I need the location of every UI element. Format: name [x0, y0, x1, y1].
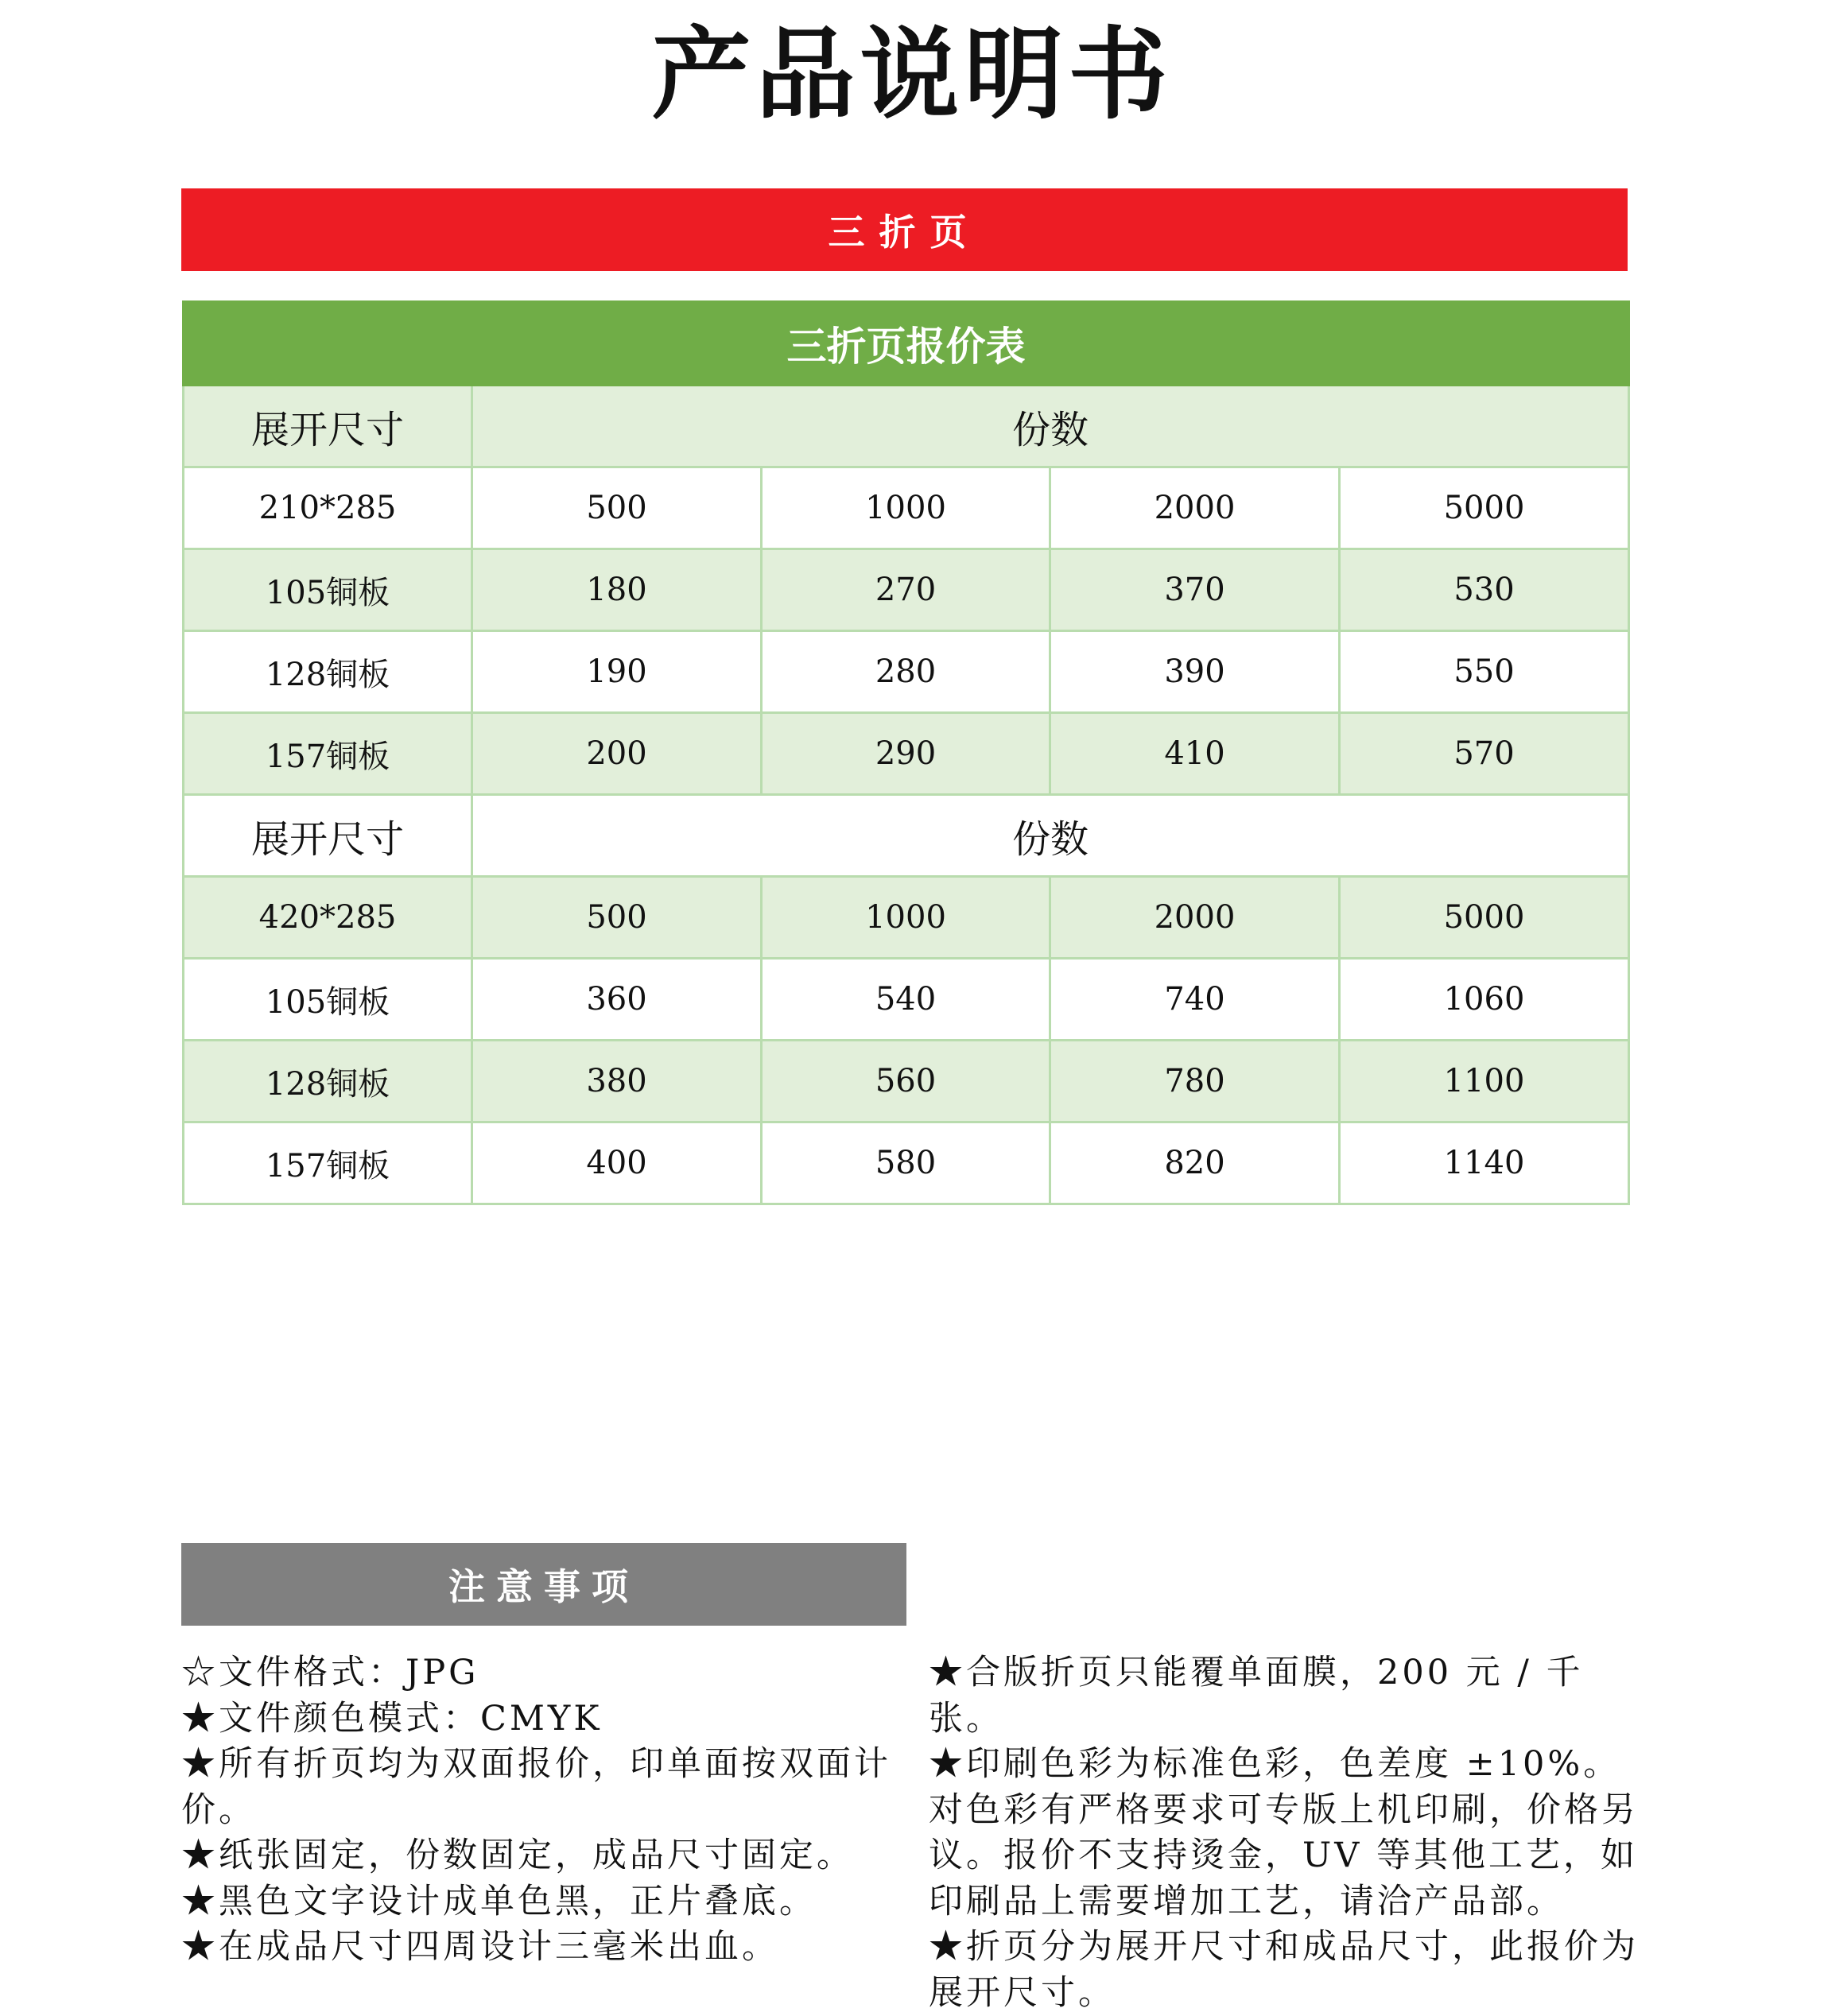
notes-right-column: [929, 1650, 1644, 2016]
table-row: [184, 549, 1629, 631]
qty-cell: 5000: [1340, 467, 1629, 549]
table-row: [184, 1122, 1629, 1204]
price-cell: 1140: [1340, 1122, 1629, 1204]
notes-left-column: [181, 1650, 913, 1971]
qty-cell: 2000: [1050, 877, 1340, 959]
note-item: ★所有折页均为双面报价，印单面按双面计价。: [181, 1744, 891, 1830]
paper-cell: 128铜板: [184, 1041, 472, 1122]
table-row: [184, 631, 1629, 713]
paper-cell: 105铜板: [184, 549, 472, 631]
price-cell: 380: [472, 1041, 762, 1122]
table-header-row: [184, 386, 1629, 467]
qty-cell: 500: [472, 467, 762, 549]
price-cell: 280: [762, 631, 1050, 713]
note-item: ★折页分为展开尺寸和成品尺寸，此报价为展开尺寸。: [929, 1927, 1639, 2013]
table-row: [184, 959, 1629, 1041]
notes-banner: 注意事项: [181, 1543, 906, 1626]
note-item: ★黑色文字设计成单色黑，正片叠底。: [181, 1881, 817, 1921]
price-cell: 740: [1050, 959, 1340, 1041]
price-cell: 390: [1050, 631, 1340, 713]
price-cell: 570: [1340, 713, 1629, 795]
qty-cell: 1000: [762, 877, 1050, 959]
note-item: ☆文件格式：JPG: [181, 1653, 479, 1692]
price-cell: 1060: [1340, 959, 1629, 1041]
size-cell: 210*285: [184, 467, 472, 549]
price-cell: 290: [762, 713, 1050, 795]
note-item: ★纸张固定，份数固定，成品尺寸固定。: [181, 1836, 854, 1875]
section-banner: 三折页: [181, 188, 1628, 271]
price-cell: 530: [1340, 549, 1629, 631]
price-cell: 580: [762, 1122, 1050, 1204]
qty-cell: 500: [472, 877, 762, 959]
price-cell: 270: [762, 549, 1050, 631]
table-row: [184, 713, 1629, 795]
note-item: ★合版折页只能覆单面膜，200 元 / 千张。: [929, 1653, 1584, 1739]
table-row: [184, 1041, 1629, 1122]
header-qty: 份数: [472, 386, 1629, 467]
price-cell: 200: [472, 713, 762, 795]
price-cell: 180: [472, 549, 762, 631]
table-row: [184, 877, 1629, 959]
price-cell: 550: [1340, 631, 1629, 713]
price-cell: 370: [1050, 549, 1340, 631]
qty-cell: 2000: [1050, 467, 1340, 549]
header-size: 展开尺寸: [184, 386, 472, 467]
price-cell: 820: [1050, 1122, 1340, 1204]
price-table: [182, 300, 1630, 1205]
page-title: 产品说明书: [651, 17, 1173, 133]
table-header-row: [184, 795, 1629, 877]
price-cell: 360: [472, 959, 762, 1041]
table-row: [184, 467, 1629, 549]
paper-cell: 157铜板: [184, 1122, 472, 1204]
note-item: ★印刷色彩为标准色彩，色差度 ±10%。对色彩有严格要求可专版上机印刷，价格另议。报价不支持烫金，UV 等其他工艺，如印刷品上需要增加工艺，请洽产品部。: [929, 1744, 1639, 1921]
price-cell: 1100: [1340, 1041, 1629, 1122]
price-cell: 540: [762, 959, 1050, 1041]
price-cell: 190: [472, 631, 762, 713]
price-cell: 410: [1050, 713, 1340, 795]
table-caption: 三折页报价表: [184, 302, 1629, 386]
note-item: ★文件颜色模式：CMYK: [181, 1698, 603, 1739]
note-item: ★在成品尺寸四周设计三毫米出血。: [181, 1927, 779, 1967]
size-cell: 420*285: [184, 877, 472, 959]
qty-cell: 5000: [1340, 877, 1629, 959]
paper-cell: 157铜板: [184, 713, 472, 795]
header-qty: 份数: [472, 795, 1629, 877]
header-size: 展开尺寸: [184, 795, 472, 877]
price-cell: 400: [472, 1122, 762, 1204]
paper-cell: 128铜板: [184, 631, 472, 713]
paper-cell: 105铜板: [184, 959, 472, 1041]
price-cell: 560: [762, 1041, 1050, 1122]
qty-cell: 1000: [762, 467, 1050, 549]
price-cell: 780: [1050, 1041, 1340, 1122]
